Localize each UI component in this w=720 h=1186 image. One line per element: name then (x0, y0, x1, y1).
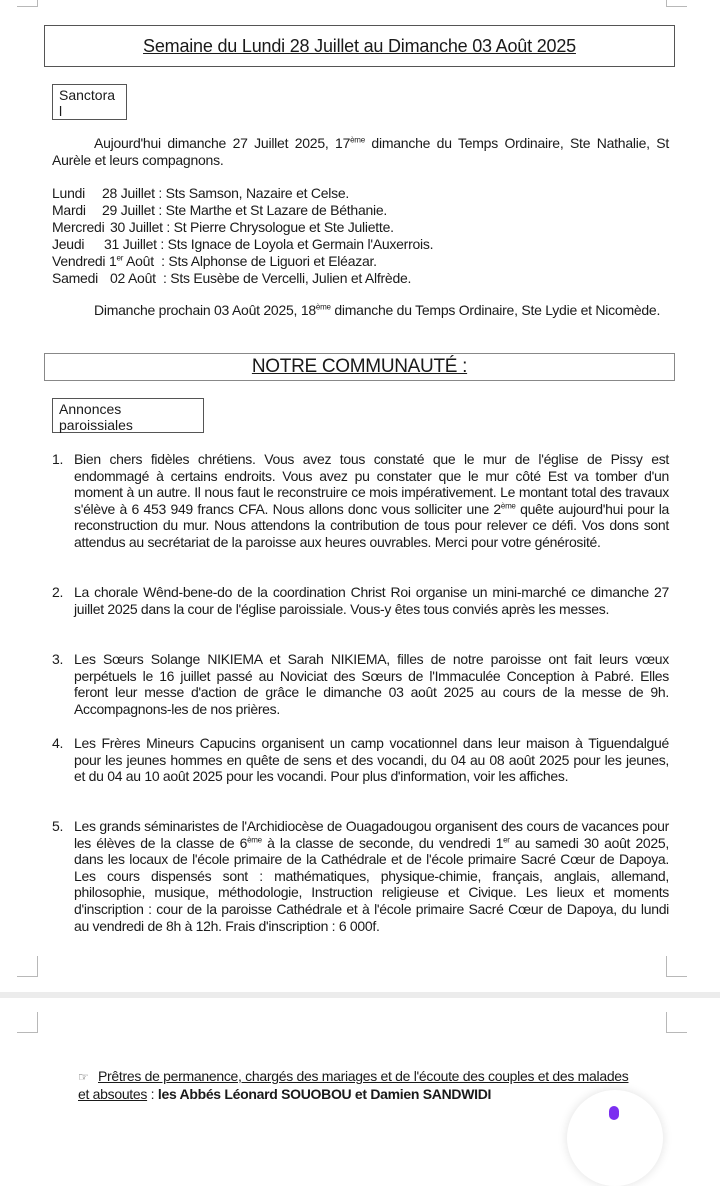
day-row-samedi: Samedi 02 Août : Sts Eusèbe de Vercelli, Julien et Alfrède. (52, 270, 412, 286)
page-corner-mark (17, 0, 38, 7)
announcement-item: 4. Les Frères Mineurs Capucins organisent un camp vocationnel dans leur maison à Tiguendalgué pour les jeunes hommes en quête de sens et des vocandi, du 04 au 08 août 2025 pour les jeunes, et du 04 au 10 août 2025 pour les vocandi. Pour plus d'information, voir les affiches. (52, 735, 669, 785)
community-section-title: NOTRE COMMUNAUTÉ : (251, 356, 468, 377)
today-paragraph: Aujourd'hui dimanche 27 Juillet 2025, 17ème dimanche du Temps Ordinaire, Ste Nathalie, St Aurèle et leurs compagnons. (52, 135, 669, 168)
page-corner-mark (666, 0, 687, 7)
sanctoral-tag-line1: Sanctora (59, 87, 116, 103)
day-row-vendredi: Vendredi 1er Août : Sts Alphonse de Liguori et Eléazar. (52, 253, 377, 269)
week-title: Semaine du Lundi 28 Juillet au Dimanche 03 Août 2025 (143, 35, 576, 56)
announcement-item: 5. Les grands séminaristes de l'Archidiocèse de Ouagadougou organisent des cours de vacances pour les élèves de la classe de 6ème à la classe de seconde, du vendredi 1er au samedi 30 août 2025, dans les locaux de l'école primaire de la Cathédrale et de l'école primaire Sacré Cœur de Dapoya. Les cours dispensés sont : mathématiques, physique-chimie, français, anglais, allemand, philosophie, musique, méthodologie, Instruction religieuse et Civique. Les lieux et moments d'inscription : cour de la paroisse Cathédrale et à l'école primaire Sacré Cœur de Dapoya, du lundi au vendredi de 8h à 12h. Frais d'inscription : 6 000f. (52, 818, 669, 934)
announcement-item: 1. Bien chers fidèles chrétiens. Vous avez tous constaté que le mur de l'église de Pissy est endommagé à certains endroits. Vous avez pu constater que le mur côté Est va tomber d'un moment à un autre. Il nous faut le reconstruire ce mois impérativement. Le montant total des travaux s'élève à 6 453 949 francs CFA. Nous allons donc vous solliciter une 2ème quête aujourd'hui pour la reconstruction du mur. Nous attendons la contribution de tous pour relever ce défi. Vos dons sont attendus au secrétariat de la paroisse aux heures ouvrables. Merci pour votre générosité. (52, 451, 669, 550)
page-corner-mark (666, 1012, 687, 1033)
community-section-header (44, 353, 675, 381)
page-corner-mark (17, 956, 38, 977)
day-row-jeudi: Jeudi 31 Juillet : Sts Ignace de Loyola et Germain l'Auxerrois. (52, 236, 434, 252)
pointing-hand-icon: ☞ (78, 1070, 89, 1084)
page-separator (0, 992, 720, 998)
sanctoral-tag (52, 84, 127, 120)
day-row-mardi: Mardi 29 Juillet : Ste Marthe et St Lazare de Béthanie. (52, 202, 388, 218)
day-row-mercredi: Mercredi 30 Juillet : St Pierre Chrysologue et Ste Juliette. (52, 219, 394, 235)
sanctoral-tag-line2: l (59, 103, 63, 119)
announcement-item: 3. Les Sœurs Solange NIKIEMA et Sarah NIKIEMA, filles de notre paroisse ont fait leurs vœux perpétuels le 16 juillet passé au Noviciat des Sœurs de l'Immaculée Conception à Pabré. Elles feront leur messe d'action de grâce le dimanche 03 août 2025 au cours de la messe de 9h. Accompagnons-les de nos prières. (52, 651, 669, 717)
priests-on-duty: ☞ Prêtres de permanence, chargés des mariages et de l'écoute des couples et des malades et absoutes : les Abbés Léonard SOUOBOU et Damien SANDWIDI (78, 1068, 629, 1102)
page-corner-mark (666, 956, 687, 977)
assistant-icon (609, 1106, 619, 1120)
day-row-lundi: Lundi 28 Juillet : Sts Samson, Nazaire et Celse. (52, 185, 350, 201)
announcements-tag: Annonces paroissiales (52, 398, 204, 433)
page-corner-mark (17, 1012, 38, 1033)
week-title-box (44, 25, 675, 67)
floating-assistant-button[interactable] (567, 1090, 663, 1186)
weekday-saints-list (52, 185, 433, 287)
announcement-item: 2. La chorale Wênd-bene-do de la coordination Christ Roi organise un mini-marché ce dimanche 27 juillet 2025 dans la cour de l'église paroissiale. Vous-y êtes tous conviés après les messes. (52, 584, 669, 617)
next-sunday-paragraph: Dimanche prochain 03 Août 2025, 18ème dimanche du Temps Ordinaire, Ste Lydie et Nicomède. (94, 302, 661, 318)
